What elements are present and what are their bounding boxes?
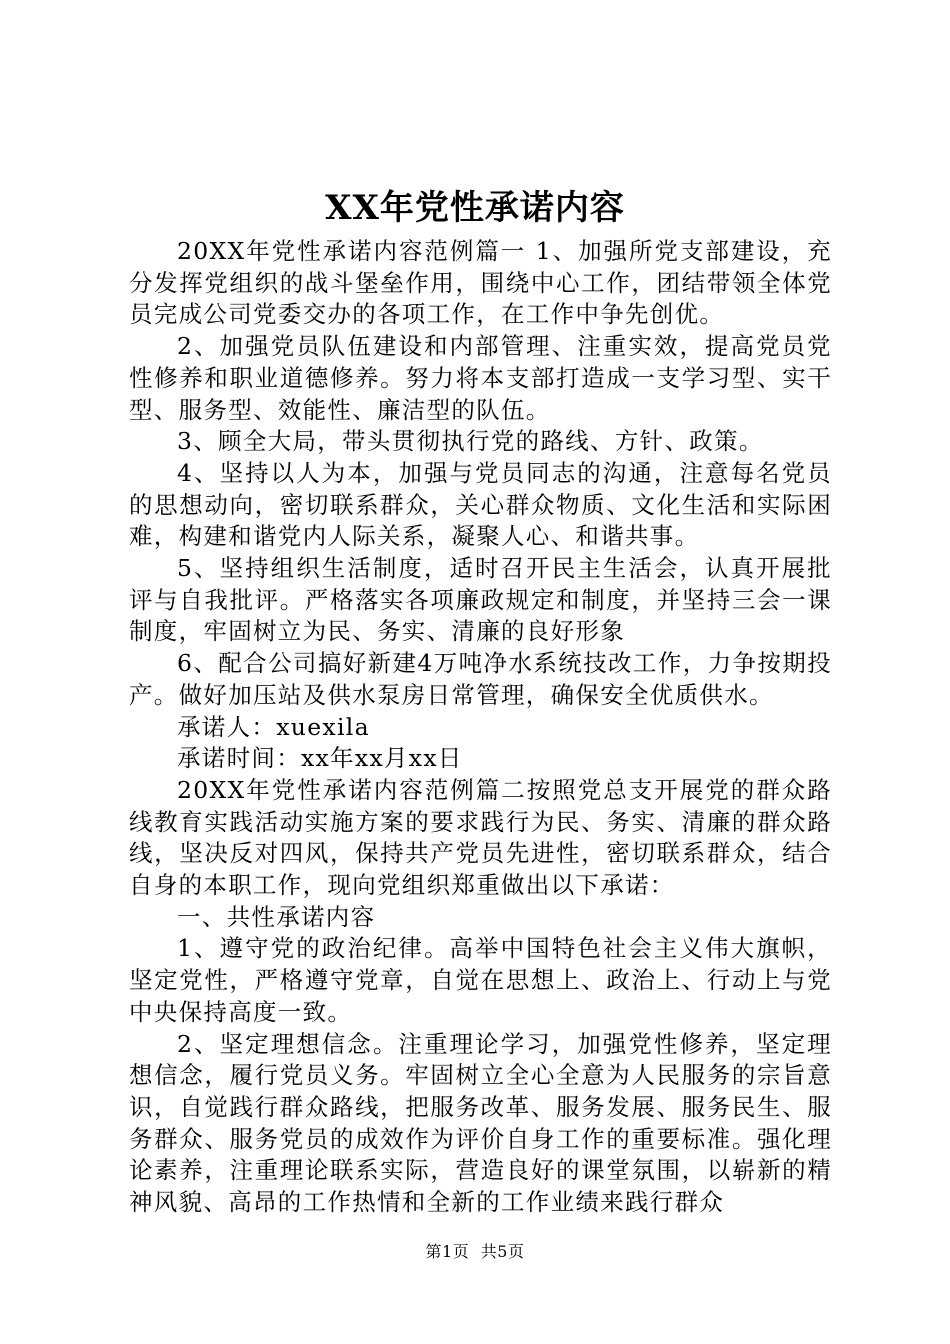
paragraph: 3、顾全大局，带头贯彻执行党的路线、方针、政策。 bbox=[177, 427, 764, 456]
page-total: 共5页 bbox=[480, 1242, 525, 1261]
page-footer bbox=[0, 1240, 950, 1264]
section-heading: 一、共性承诺内容 bbox=[177, 902, 376, 931]
paragraph: 5、坚持组织生活制度，适时召开民主生活会，认真开展批评与自我批评。严格落实各项廉政规定和制度，并坚持三会一课制度，牢固树立为民、务实、清廉的良好形象 bbox=[129, 554, 832, 646]
date-line: 承诺时间：xx年xx月xx日 bbox=[177, 744, 463, 773]
paragraph: 20XX年党性承诺内容范例篇二按照党总支开展党的群众路线教育实践活动实施方案的要求践行为民、务实、清廉的群众路线，坚决反对四风，保持共产党员先进性，密切联系群众，结合自身的本职工作，现向党组织郑重做出以下承诺： bbox=[129, 775, 832, 900]
paragraph: 2、坚定理想信念。注重理论学习，加强党性修养，坚定理想信念，履行党员义务。牢固树立全心全意为人民服务的宗旨意识，自觉践行群众路线，把服务改革、服务发展、服务民生、服务群众、服务党员的成效作为评价自身工作的重要标准。强化理论素养，注重理论联系实际，营造良好的课堂氛围，以崭新的精神风貌、高昂的工作热情和全新的工作业绩来践行群众 bbox=[129, 1029, 832, 1217]
paragraph: 20XX年党性承诺内容范例篇一 1、加强所党支部建设，充分发挥党组织的战斗堡垒作用，围绕中心工作，团结带领全体党员完成公司党委交办的各项工作，在工作中争先创优。 bbox=[129, 237, 832, 329]
paragraph: 4、坚持以人为本，加强与党员同志的沟通，注意每名党员的思想动向，密切联系群众，关心群众物质、文化生活和实际困难，构建和谐党内人际关系，凝聚人心、和谐共事。 bbox=[129, 458, 832, 551]
document-body bbox=[129, 236, 832, 1219]
paragraph: 2、加强党员队伍建设和内部管理、注重实效，提高党员党性修养和职业道德修养。努力将本支部打造成一支学习型、实干型、服务型、效能性、廉洁型的队伍。 bbox=[129, 332, 832, 424]
page-number: 第1页 bbox=[425, 1242, 470, 1261]
paragraph: 6、配合公司搞好新建4万吨净水系统技改工作，力争按期投产。做好加压站及供水泵房日常管理，确保安全优质供水。 bbox=[129, 649, 832, 709]
document-title: XX年党性承诺内容 bbox=[325, 188, 625, 228]
signatory-line: 承诺人：xuexila bbox=[177, 712, 370, 741]
paragraph: 1、遵守党的政治纪律。高举中国特色社会主义伟大旗帜，坚定党性，严格遵守党章，自觉在思想上、政治上、行动上与党中央保持高度一致。 bbox=[129, 934, 832, 1026]
